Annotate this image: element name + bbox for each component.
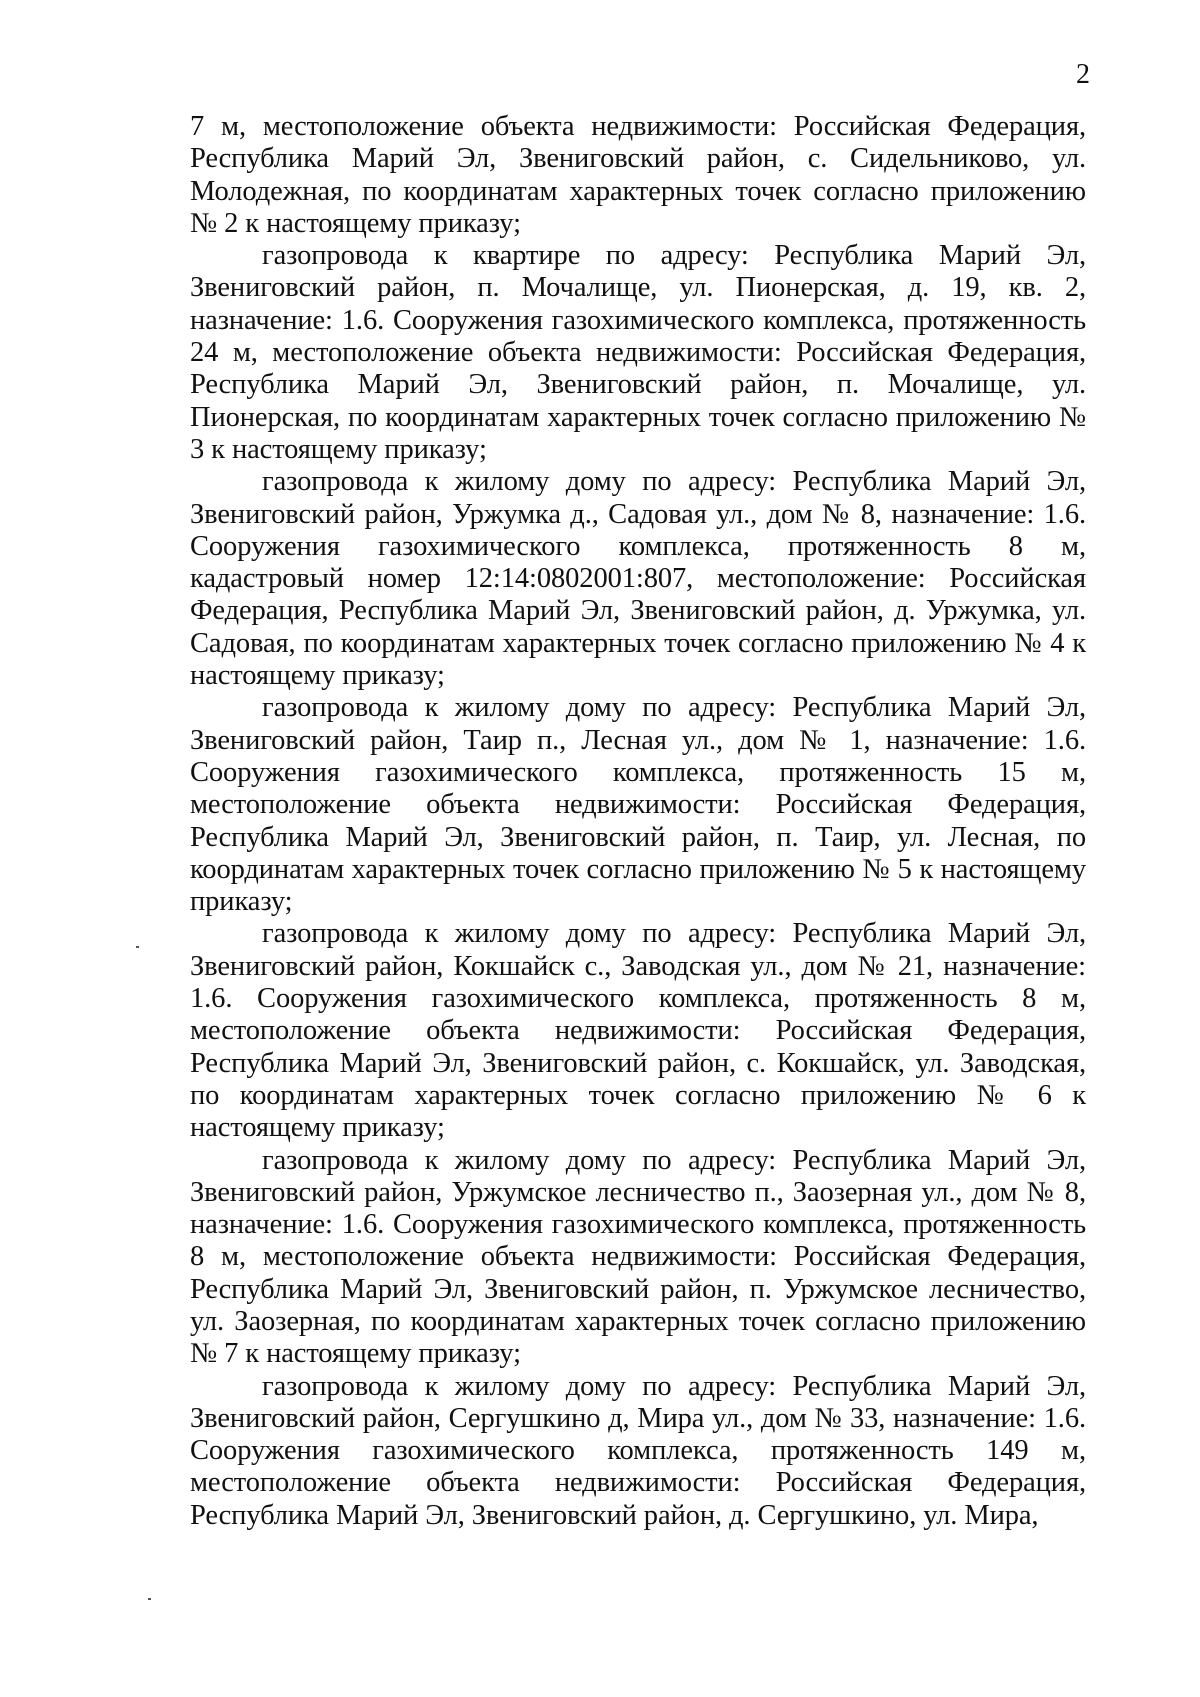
paragraph-item-urzhumskoe-lesnichestvo: газопровода к жилому дому по адресу: Республика Марий Эл, Звениговский район, Уржумское лесничество п., Заозерная ул., дом № 8, назначение: 1.6. Сооружения газохимического комплекса, протяженность 8 м, местоположение объекта недвижимости: Российская Федерация, Республика Марий Эл, Звениговский район, п. Уржумское лесничество, ул. Заозерная, по координатам характерных точек согласно приложению № 7 к настоящему приказу; — [190, 1144, 1086, 1370]
paragraph-item-tair: газопровода к жилому дому по адресу: Республика Марий Эл, Звениговский район, Таир п., Лесная ул., дом № 1, назначение: 1.6. Сооружения газохимического комплекса, протяженность 15 м, местоположение объекта недвижимости: Российская Федерация, Республика Марий Эл, Звениговский район, п. Таир, ул. Лесная, по координатам характерных точек согласно приложению № 5 к настоящему приказу; — [190, 692, 1086, 918]
document-body — [190, 111, 1086, 1532]
paragraph-item-urzhumka: газопровода к жилому дому по адресу: Республика Марий Эл, Звениговский район, Уржумка д., Садовая ул., дом № 8, назначение: 1.6. Сооружения газохимического комплекса, протяженность 8 м, кадастровый номер 12:14:0802001:807, местоположение: Российская Федерация, Республика Марий Эл, Звениговский район, д. Уржумка, ул. Садовая, по координатам характерных точек согласно приложению № 4 к настоящему приказу; — [190, 466, 1086, 692]
scan-speck — [136, 946, 139, 948]
paragraph-item-mochalishche: газопровода к квартире по адресу: Республика Марий Эл, Звениговский район, п. Мочалище, ул. Пионерская, д. 19, кв. 2, назначение: 1.6. Сооружения газохимического комплекса, протяженность 24 м, местоположение объекта недвижимости: Российская Федерация, Республика Марий Эл, Звениговский район, п. Мочалище, ул. Пионерская, по координатам характерных точек согласно приложению № 3 к настоящему приказу; — [190, 240, 1086, 465]
paragraph-item-sergushkino: газопровода к жилому дому по адресу: Республика Марий Эл, Звениговский район, Сергушкино д, Мира ул., дом № 33, назначение: 1.6. Сооружения газохимического комплекса, протяженность 149 м, местоположение объекта недвижимости: Российская Федерация, Республика Марий Эл, Звениговский район, д. Сергушкино, ул. Мира, — [190, 1370, 1086, 1531]
scan-speck — [148, 1598, 151, 1600]
paragraph-item-kokshaysk: газопровода к жилому дому по адресу: Республика Марий Эл, Звениговский район, Кокшайск с., Заводская ул., дом № 21, назначение: 1.6. Сооружения газохимического комплекса, протяженность 8 м, местоположение объекта недвижимости: Российская Федерация, Республика Марий Эл, Звениговский район, с. Кокшайск, ул. Заводская, по координатам характерных точек согласно приложению № 6 к настоящему приказу; — [190, 918, 1086, 1144]
paragraph-continuation: 7 м, местоположение объекта недвижимости: Российская Федерация, Республика Марий Эл, Звениговский район, с. Сидельниково, ул. Молодежная, по координатам характерных точек согласно приложению № 2 к настоящему приказу; — [190, 111, 1086, 239]
page-number: 2 — [1076, 59, 1090, 90]
